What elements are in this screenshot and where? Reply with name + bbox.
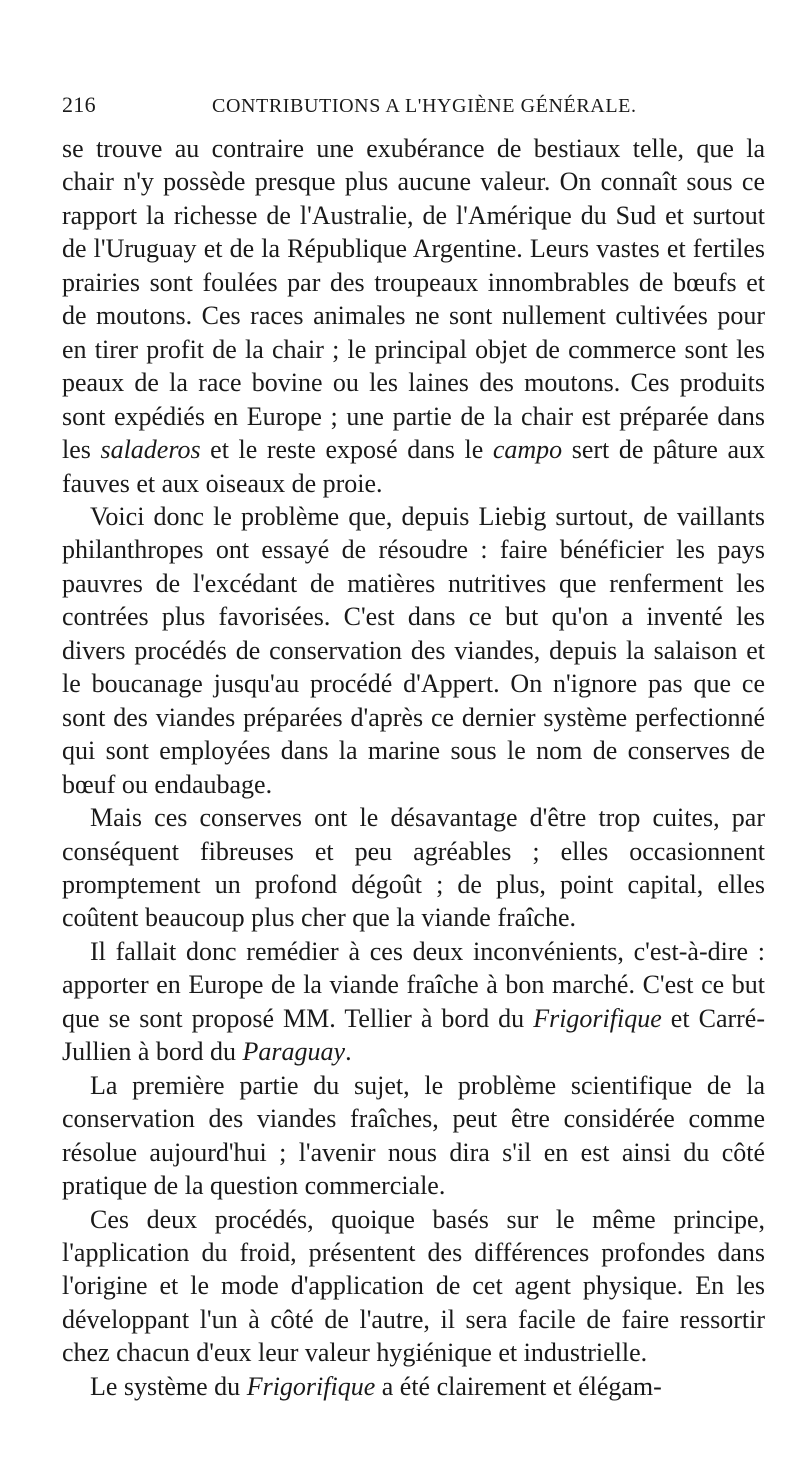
italic-term: Paraguay: [242, 1037, 346, 1067]
running-title: CONTRIBUTIONS A L'HYGIÈNE GÉNÉRALE.: [212, 95, 637, 117]
italic-term: campo: [492, 435, 563, 465]
body-text: [62, 132, 765, 1403]
text-run: sert de pâture aux fauves et aux oiseaux de proie.: [62, 435, 765, 498]
page-number: 216: [62, 92, 96, 117]
running-head: [62, 92, 765, 132]
paragraph: [62, 500, 765, 801]
text-run: Le système du: [90, 1371, 247, 1401]
text-run: .: [345, 1037, 352, 1067]
paragraph: [62, 1069, 765, 1203]
italic-term: saladeros: [100, 435, 201, 465]
italic-term: Frigorifique: [533, 1003, 662, 1033]
text-run: et Carré-Jullien à bord du: [62, 1003, 765, 1067]
paragraph: [62, 1370, 765, 1403]
text-run: se trouve au contraire une exubérance de bestiaux telle, que la chair n'y possède presque plus aucune valeur. On connaît sous ce rapport la richesse de l'Australie, de l'Amérique du Sud et surtout de l'Uruguay et de la République Argentine. Leurs vastes et fertiles prairies sont foulées par des troupeaux innombrables de bœufs et de moutons. Ces races animales ne sont nullement cultivées pour en tirer profit de la chair ; le principal objet de commerce sont les peaux de la race bovine ou les laines des moutons. Ces produits sont expédiés en Europe ; une partie de la chair est préparée dans les: [62, 134, 765, 465]
text-run: La première partie du sujet, le problème scientifique de la conservation des viandes fraîches, peut être considérée comme résolue aujourd'hui ; l'avenir nous dira s'il en est ainsi du côté pratique de la question commerciale.: [62, 1070, 765, 1201]
italic-term: Frigorifique: [246, 1371, 376, 1401]
text-run: et le reste exposé dans le: [200, 435, 493, 465]
text-run: Ces deux procédés, quoique basés sur le même principe, l'application du froid, présentent des différences profondes dans l'origine et le mode d'application de cet agent physique. En les développant l'un à côté de l'autre, il sera facile de faire ressortir chez chacun d'eux leur valeur hygiénique et industrielle.: [62, 1204, 765, 1368]
paragraph: [62, 132, 765, 500]
text-run: Il fallait donc remédier à ces deux inconvénients, c'est-à-dire : apporter en Europe de la viande fraîche à bon marché. C'est ce but que se sont proposé MM. Tellier à bord du: [62, 936, 765, 1033]
text-run: Voici donc le problème que, depuis Liebig surtout, de vaillants philanthropes ont essayé de résoudre : faire bénéficier les pays pauvres de l'excédant de matières nutritives que renferment les contrées plus favorisées. C'est dans ce but qu'on a inventé les divers procédés de conservation des viandes, depuis la salaison et le boucanage jusqu'au procédé d'Appert. On n'ignore pas que ce sont des viandes préparées d'après ce dernier système perfectionné qui sont employées dans la marine sous le nom de conserves de bœuf ou endaubage.: [62, 501, 765, 799]
book-page: [62, 92, 765, 1403]
text-run: a été clairement et élégam-: [375, 1371, 662, 1401]
paragraph: [62, 801, 765, 935]
text-run: Mais ces conserves ont le désavantage d'être trop cuites, par conséquent fibreuses et peu agréables ; elles occasionnent promptement un profond dégoût ; de plus, point capital, elles coûtent beaucoup plus cher que la viande fraîche.: [62, 803, 765, 933]
paragraph: [62, 935, 765, 1069]
paragraph: [62, 1203, 765, 1370]
